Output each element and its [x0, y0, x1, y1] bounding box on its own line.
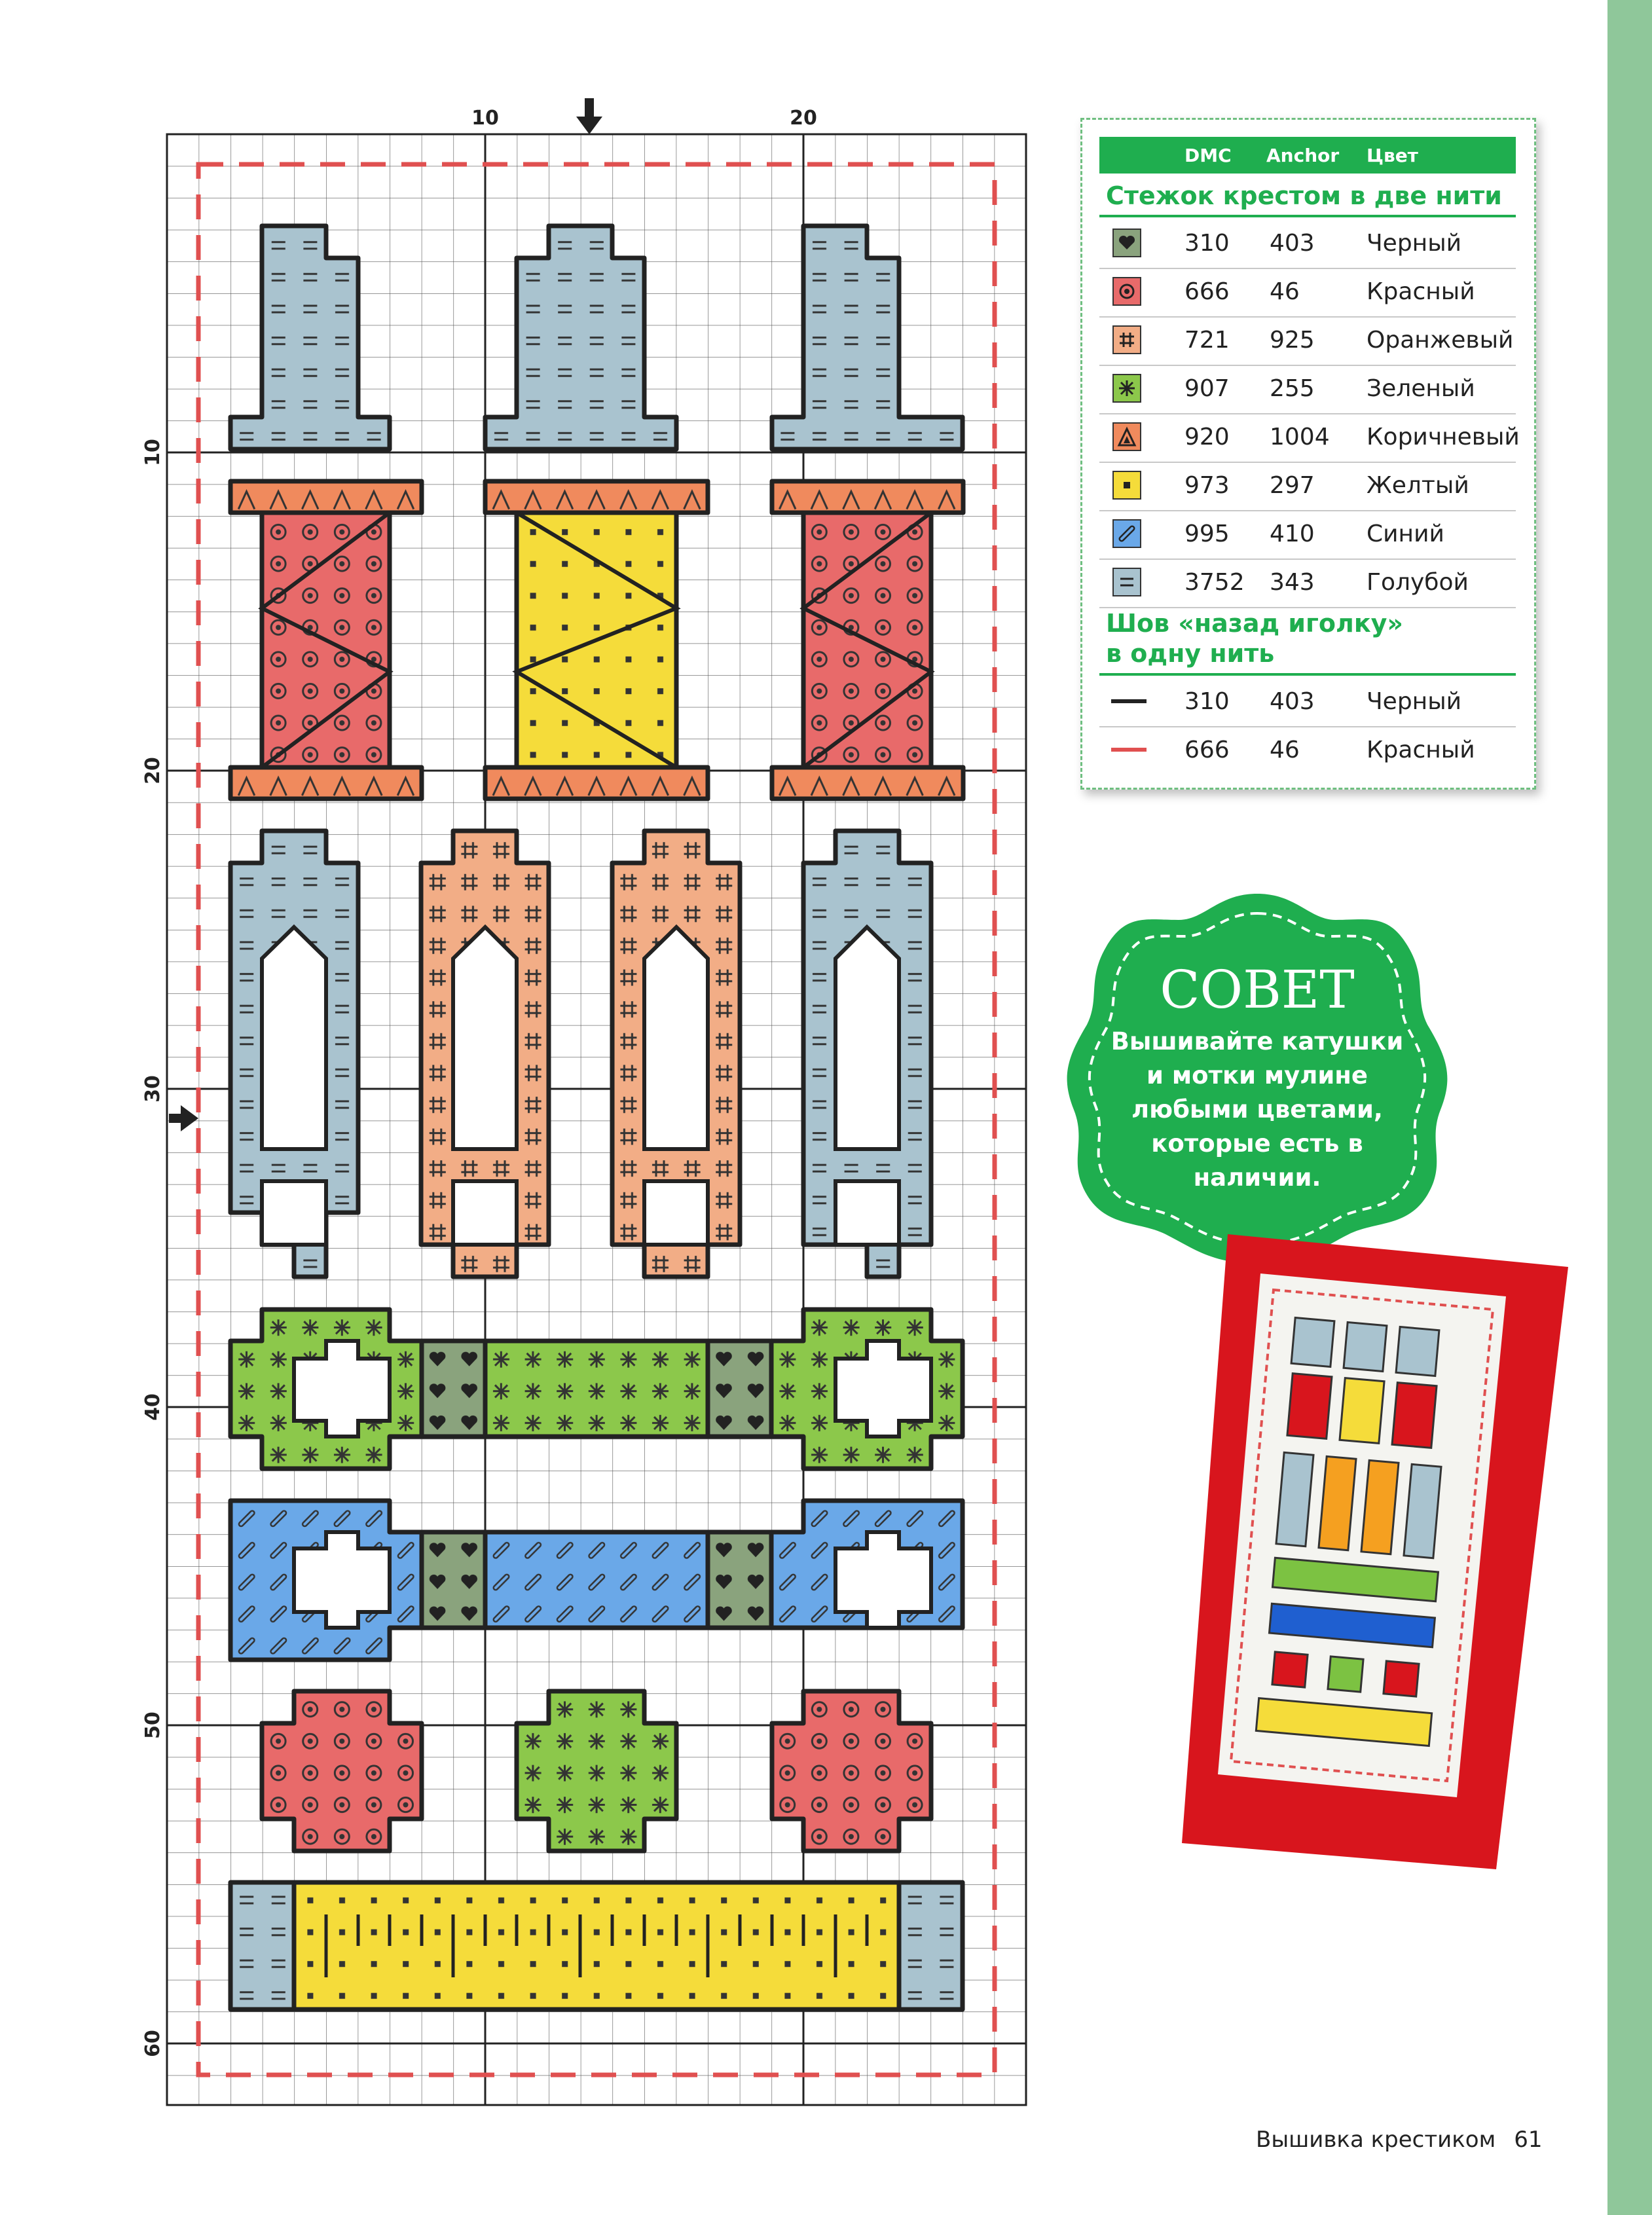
tape-measure-right-end — [899, 1882, 963, 2009]
spool-2-bottom — [485, 767, 708, 799]
anchor-number: 1004 — [1270, 424, 1330, 450]
key-row — [1099, 365, 1516, 414]
tip-badge — [1061, 887, 1454, 1267]
equals-symbol-swatch — [1112, 568, 1141, 596]
blue-bar-heart-right — [708, 1532, 771, 1628]
anchor-number: 410 — [1270, 521, 1315, 547]
hash-symbol-swatch — [1112, 325, 1141, 354]
key-row — [1099, 462, 1516, 511]
color-name: Коричневый — [1367, 424, 1520, 450]
tip-text — [1107, 1025, 1408, 1195]
cross-stitch-section-title: Стежок крестом в две нити — [1106, 181, 1502, 210]
anchor-number: 925 — [1270, 327, 1315, 354]
tape-measure — [294, 1882, 899, 2009]
color-name: Синий — [1367, 521, 1444, 547]
anchor-number: 46 — [1270, 278, 1300, 305]
tip-line: и мотки мулине — [1147, 1061, 1368, 1089]
left-label-50: 50 — [141, 1712, 164, 1739]
color-name: Красный — [1367, 278, 1475, 305]
triangle-symbol-swatch — [1112, 422, 1141, 451]
finished-embroidery-photo — [1182, 1234, 1575, 1869]
star-symbol-swatch — [1112, 374, 1141, 403]
footer-title: Вышивка крестиком — [1256, 2127, 1496, 2153]
key-row — [1099, 678, 1516, 727]
left-label-20: 20 — [141, 757, 164, 784]
left-label-10: 10 — [141, 439, 164, 466]
key-row — [1099, 316, 1516, 366]
spool-1-bottom — [230, 767, 422, 799]
dmc-number: 310 — [1184, 230, 1230, 257]
heart-symbol-swatch — [1112, 229, 1141, 257]
page-number: 61 — [1514, 2127, 1543, 2153]
key-row — [1099, 268, 1516, 318]
header-dmc: DMC — [1184, 145, 1232, 166]
color-name: Черный — [1367, 688, 1462, 715]
color-name: Черный — [1367, 230, 1462, 257]
tip-line: наличии. — [1193, 1163, 1321, 1192]
color-name: Зеленый — [1367, 375, 1475, 402]
red-line-swatch — [1111, 748, 1147, 752]
color-name: Красный — [1367, 737, 1475, 763]
tip-line: которые есть в — [1151, 1129, 1363, 1158]
key-row — [1099, 510, 1516, 560]
left-label-60: 60 — [141, 2030, 164, 2057]
anchor-number: 297 — [1270, 472, 1315, 499]
dmc-number: 973 — [1184, 472, 1230, 499]
key-row — [1099, 413, 1520, 463]
center-arrow-top — [576, 98, 602, 134]
anchor-number: 46 — [1270, 737, 1300, 763]
dmc-number: 721 — [1184, 327, 1230, 354]
spool-2-top — [485, 481, 708, 513]
spool-3-bottom — [772, 767, 963, 799]
color-key-table — [1080, 118, 1536, 790]
dmc-number: 3752 — [1184, 569, 1245, 596]
tape-measure-left-end — [230, 1882, 294, 2009]
section-rule — [1099, 673, 1516, 676]
sidebar-strip — [1607, 0, 1652, 2215]
backstitch-section-subtitle: в одну нить — [1106, 639, 1275, 668]
top-label-10: 10 — [471, 107, 499, 130]
key-row — [1099, 726, 1516, 775]
key-header — [1099, 137, 1516, 174]
dot-ring-symbol-swatch — [1112, 277, 1141, 306]
anchor-number: 343 — [1270, 569, 1315, 596]
spool-1-top — [230, 481, 422, 513]
color-name: Желтый — [1367, 472, 1469, 499]
section-rule — [1099, 215, 1516, 217]
anchor-number: 403 — [1270, 688, 1315, 715]
tip-title: СОВЕТ — [1160, 959, 1355, 1020]
anchor-number: 255 — [1270, 375, 1315, 402]
anchor-number: 403 — [1270, 230, 1315, 257]
color-name: Оранжевый — [1367, 327, 1514, 354]
dmc-number: 920 — [1184, 424, 1230, 450]
page-footer — [1256, 2127, 1542, 2153]
color-name: Голубой — [1367, 569, 1469, 596]
dmc-number: 995 — [1184, 521, 1230, 547]
header-anchor: Anchor — [1266, 145, 1340, 166]
dmc-number: 310 — [1184, 688, 1230, 715]
tip-line: Вышивайте катушки — [1111, 1027, 1404, 1055]
left-label-30: 30 — [141, 1075, 164, 1103]
key-row — [1099, 219, 1516, 269]
left-label-40: 40 — [141, 1393, 164, 1421]
green-bar-heart-left — [422, 1341, 485, 1437]
black-line-swatch — [1111, 699, 1147, 703]
dmc-number: 666 — [1184, 278, 1230, 305]
backstitch-section-title: Шов «назад иголку» — [1106, 609, 1403, 638]
blue-bar-heart-left — [422, 1532, 485, 1628]
top-label-20: 20 — [790, 107, 817, 130]
pill-symbol-swatch — [1112, 519, 1141, 548]
spool-3-top — [772, 481, 963, 513]
key-row — [1099, 558, 1516, 608]
dmc-number: 907 — [1184, 375, 1230, 402]
tip-line: любыми цветами, — [1131, 1095, 1383, 1124]
header-color: Цвет — [1367, 145, 1418, 166]
green-bar-heart-right — [708, 1341, 771, 1437]
square-dot-symbol-swatch — [1112, 471, 1141, 500]
dmc-number: 666 — [1184, 737, 1230, 763]
